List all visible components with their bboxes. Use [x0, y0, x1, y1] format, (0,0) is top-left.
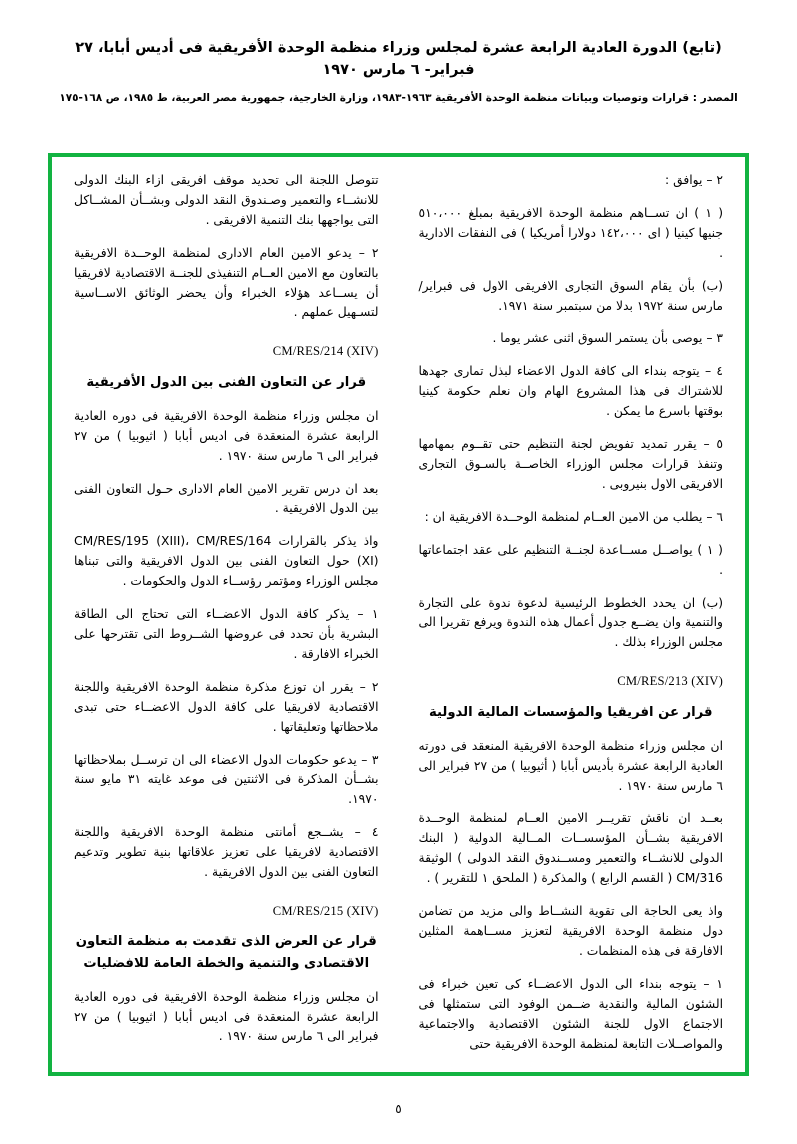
resolution-title: قرار عن افريقيا والمؤسسات المالية الدولية: [428, 704, 713, 720]
paragraph: واذ يذكر بالقرارات CM/RES/195 (XIII)، CM/RES/164 (XI) حول التعاون الفنى بين الدول الافريقية والتى تبناها مجلس الوزراء ومؤتمر رؤســاء الدول والحكومات .: [74, 534, 379, 589]
paragraph: ٢ – يدعو الامين العام الادارى لمنظمة الوحــدة الافريقية بالتعاون مع الامين العــام التنفيذى للجنــة الاقتصادية لافريقيا أن يســاعد هؤلاء الخبراء وأن يحضر الوثائق الاســاسية لتسـهيل عملهم .: [74, 245, 379, 320]
paragraph: ان مجلس وزراء منظمة الوحدة الافريقية المنعقد فى دورته العادية الرابعة عشرة بأديس أبابا ( أثيوبيا ) من ٢٧ فبراير الى ٦ مارس سنة ١٩٧٠ .: [418, 738, 723, 793]
paragraph: ان مجلس وزراء منظمة الوحدة الافريقية فى دوره العادية الرابعة عشرة المنعقدة فى اديس أبابا ( اثيوبيا ) من ٢٧ فبراير الى ٦ مارس سنة ١٩٧٠ .: [74, 989, 379, 1044]
resolution-title: قرار عن العرض الذى تقدمت به منظمة التعاون الاقتصادى والتنمية والخطة العامة للافضليات: [75, 934, 377, 971]
column-left: [66, 171, 387, 1062]
paragraph: ( ١ ) ان تســاهم منظمة الوحدة الافريقية بمبلغ ٥١٠،٠٠٠ جنيها كينيا ( اى ١٤٢،٠٠٠ دولارا أمريكيا ) فى النفقات الادارية .: [418, 205, 723, 260]
paragraph: واذ يعى الحاجة الى تقوية النشــاط والى مزيد من تضامن دول منظمة الوحدة الافريقية لتعزيز مســاهمة المثلين الافارقة فى هذه المنظمات .: [418, 904, 723, 958]
paragraph: ١ – يذكر كافة الدول الاعضــاء التى تحتاج الى الطاقة البشرية بأن تحدد فى عروضها الشــروط التى تقترحها على الخبراء الافارقة .: [74, 607, 379, 661]
header-title: (تابع) الدورة العادية الرابعة عشرة لمجلس وزراء منظمة الوحدة الأفريقية فى أديس أبابا، ٢٧ فبراير- ٦ مارس ١٩٧٠: [75, 40, 722, 78]
paragraph: (ب) بأن يقام السوق التجارى الافريقى الاول فى فبراير/مارس سنة ١٩٧٢ بدلا من سبتمبر سنة ١٩٧١.: [418, 278, 723, 313]
paragraph: ٥ – يقرر تمديد تفويض لجنة التنظيم حتى تقــوم بمهامها وتنفذ قرارات مجلس الوزراء الخاصــة بالسـوق التجارى الافريقى الاول بنيروبى .: [418, 437, 723, 491]
resolution-code: CM/RES/215 (XIV): [272, 903, 379, 918]
paragraph: بعــد ان ناقش تقريــر الامين العــام لمنظمة الوحــدة الافريقية بشــأن المؤسســات المــالية الدولية ( البنك الدولى للانشــاء والتعمير ومســندوق النقد الدولى ) الوثيقة CM/316 ( القسم الرابع ) والمذكرة ( الملحق ١ للتقرير ) .: [418, 811, 723, 886]
paragraph: ٦ – يطلب من الامين العــام لمنظمة الوحــدة الافريقية ان :: [424, 509, 723, 524]
resolution-code: CM/RES/214 (XIV): [272, 344, 379, 359]
column-right: [411, 171, 732, 1062]
header-source: المصدر : قرارات وتوصيات وبيانات منظمة الوحدة الأفريقية ١٩٦٣-١٩٨٣، وزارة الخارجية، جمهورية مصر العربية، ط ١٩٨٥، ص ١٦٨-١٧٥: [59, 91, 738, 104]
page-number: ٥: [395, 1102, 402, 1116]
resolution-code: CM/RES/213 (XIV): [617, 674, 723, 689]
paragraph: ٢ – يوافق :: [665, 173, 723, 187]
paragraph: ٢ – يقرر ان توزع مذكرة منظمة الوحدة الافريقية واللجنة الاقتصادية لافريقيا على كافة الدول الاعضــاء حتى تبدى ملاحظاتها وتعليقاتها .: [74, 679, 379, 734]
resolution-title: قرار عن التعاون الفنى بين الدول الأفريقية: [86, 374, 367, 390]
two-column-body: [66, 171, 731, 1062]
paragraph: ٤ – يشــجع أمانتى منظمة الوحدة الافريقية واللجنة الاقتصادية لافريقيا على تعزيز علاقاتها بنية تطوير وتدعيم التعاون الفنى بين الدول الافريقية .: [74, 825, 379, 880]
paragraph: ٤ – يتوجه بنداء الى كافة الدول الاعضاء لبذل تمارى جهدها للاشتراك فى هذا المشروع الهام وان نعلم حكومة كينيا بوقتها باسرع ما يمكن .: [418, 364, 723, 419]
content-frame: [48, 153, 749, 1076]
page-header: [0, 38, 797, 106]
paragraph: ( ١ ) يواصــل مســاعدة لجنــة التنظيم على عقد اجتماعاتها .: [418, 542, 723, 577]
document-page: [0, 38, 797, 1144]
paragraph: تتوصل اللجنة الى تحديد موقف افريقى ازاء البنك الدولى للانشــاء والتعمير وصـندوق النقد الدولى وبشــأن المشــاكل التى يواجهها بنك التنمية الافريقى .: [74, 173, 379, 227]
paragraph: ٣ – يوصى بأن يستمر السوق اثنى عشر يوما .: [492, 331, 723, 346]
paragraph: ان مجلس وزراء منظمة الوحدة الافريقية فى دوره العادية الرابعة عشرة المنعقدة فى اديس أبابا ( اثيوبيا ) من ٢٧ فبراير الى ٦ مارس سنة ١٩٧٠ .: [74, 408, 379, 463]
paragraph: بعد ان درس تقرير الامين العام الادارى حـول التعاون الفنى بين الدول الافريقية .: [74, 481, 379, 516]
paragraph: ١ – يتوجه بنداء الى الدول الاعضــاء كى تعين خبراء فى الشئون المالية والنقدية ضــمن الوفود التى ستمثلها فى الاجتماع الاول للجنة الشئون الاقتصادية والاجتماعية والمواصــلات التابعة لمنظمة الوحدة الافريقية حتى: [418, 976, 723, 1051]
paragraph: ٣ – يدعو حكومات الدول الاعضاء الى ان ترســل بملاحظاتها بشــأن المذكرة فى الاثنتين فى موعد غايته ٣١ مايو سنة ١٩٧٠.: [74, 752, 379, 807]
paragraph: (ب) ان يحدد الخطوط الرئيسية لدعوة ندوة على التجارة والتنمية وان يضــع جدول أعمال هذه الندوة ويرفع تقريرا الى مجلس الوزراء بذلك .: [418, 595, 723, 650]
